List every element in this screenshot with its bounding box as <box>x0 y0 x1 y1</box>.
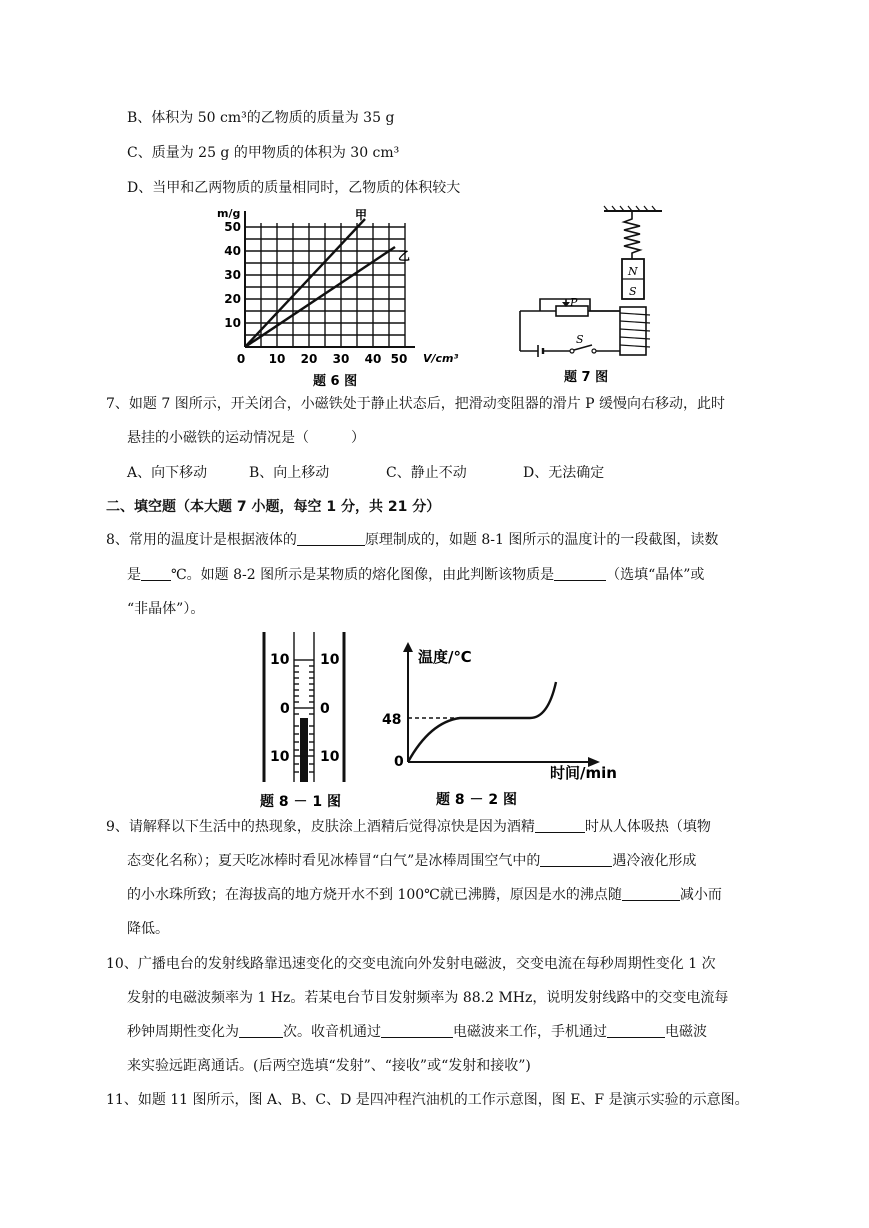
fig6-xlabel: V/cm³ <box>423 352 459 365</box>
q10-text: 电磁波来工作，手机通过 <box>453 1024 607 1040</box>
spring <box>624 211 640 259</box>
fig6-xtick: 10 <box>268 352 286 366</box>
section-heading: 二、填空题（本大题 7 小题，每空 1 分，共 21 分） <box>106 499 441 515</box>
line-jia <box>245 219 365 347</box>
answer-blank[interactable] <box>239 1023 283 1038</box>
answer-blank[interactable] <box>141 566 171 581</box>
fig6-ylabel: m/g <box>217 207 241 220</box>
figure-6-graph <box>215 205 459 390</box>
option-b: B、体积为 50 cm³的乙物质的质量为 35 g <box>127 110 395 126</box>
q7-line2: 悬挂的小磁铁的运动情况是（ ） <box>127 430 365 446</box>
q9-line1 <box>106 817 711 837</box>
q8-line2 <box>127 565 704 585</box>
q9-line4: 降低。 <box>127 921 169 937</box>
q10-line3 <box>127 1022 707 1042</box>
thermo-label: 0 <box>280 701 290 717</box>
q11-line1: 11、如题 11 图所示，图 A、B、C、D 是四冲程汽油机的工作示意图，图 E、F 是演示实验的示意图。 <box>106 1092 749 1108</box>
q9-text: 9、请解释以下生活中的热现象，皮肤涂上酒精后觉得凉快是因为酒精 <box>106 819 535 835</box>
q7-option-a: A、向下移动 <box>127 465 208 481</box>
q10-text: 次。收音机通过 <box>283 1024 381 1040</box>
answer-blank[interactable] <box>540 852 612 867</box>
q7-line1: 7、如题 7 图所示，开关闭合，小磁铁处于静止状态后，把滑动变阻器的滑片 P 缓慢向右移动，此时 <box>106 396 726 412</box>
answer-blank[interactable] <box>381 1023 453 1038</box>
liquid-column <box>300 718 308 782</box>
fig6-ytick: 20 <box>224 292 241 306</box>
fig6-jia-label: 甲 <box>355 208 368 222</box>
answer-blank[interactable] <box>297 531 365 546</box>
fig6-ytick: 40 <box>224 244 241 258</box>
thermo-label: 10 <box>270 749 290 765</box>
q9-line3 <box>127 885 722 905</box>
q9-text: 态变化名称）；夏天吃冰棒时看见冰棒冒“白气”是冰棒周围空气中的 <box>127 853 541 869</box>
thermo-label: 10 <box>270 652 290 668</box>
fig6-xtick: 30 <box>332 352 350 366</box>
q8-text: 是 <box>127 567 141 583</box>
q8-text: 原理制成的，如题 8-1 图所示的温度计的一段截图，读数 <box>364 532 719 548</box>
q7-option-d: D、无法确定 <box>523 465 605 481</box>
q10-line4: 来实验远距离通话。(后两空选填“发射”、“接收”或“发射和接收”) <box>127 1058 531 1074</box>
fig6-xtick: 40 <box>364 352 382 366</box>
fig82-caption: 题 8 － 2 图 <box>436 792 517 808</box>
q7-option-b: B、向上移动 <box>249 465 330 481</box>
thermo-label: 10 <box>320 749 340 765</box>
fig6-caption: 题 6 图 <box>313 374 358 389</box>
q8-text: 8、常用的温度计是根据液体的 <box>106 532 297 548</box>
answer-blank[interactable] <box>622 886 680 901</box>
fig6-xtick: 50 <box>390 352 408 366</box>
fig81-caption: 题 8 － 1 图 <box>260 794 341 810</box>
fig6-xtick: 20 <box>300 352 318 366</box>
fig82-ylabel: 温度/℃ <box>418 648 472 666</box>
melting-curve <box>408 682 556 762</box>
answer-blank[interactable] <box>554 566 606 581</box>
magnet-s: S <box>629 285 637 298</box>
q8-text: （选填“晶体”或 <box>606 567 705 583</box>
thermo-label: 10 <box>320 652 340 668</box>
figure-8-2-melting-graph <box>382 640 650 810</box>
q10-line2: 发射的电磁波频率为 1 Hz。若某电台节目发射频率为 88.2 MHz，说明发射线路中的交变电流每 <box>127 990 729 1006</box>
switch-label: S <box>576 333 584 346</box>
q8-line3: “非晶体”）。 <box>127 601 205 617</box>
fig82-origin: 0 <box>394 754 404 770</box>
q10-line1: 10、广播电台的发射线路靠迅速变化的交变电流向外发射电磁波，交变电流在每秒周期性变化 1 次 <box>106 956 716 972</box>
answer-blank[interactable] <box>535 818 585 833</box>
q7-option-c: C、静止不动 <box>386 465 467 481</box>
q9-line2 <box>127 851 696 871</box>
fig6-ytick: 30 <box>224 268 241 282</box>
q8-text: ℃。如题 8-2 图所示是某物质的熔化图像，由此判断该物质是 <box>171 567 555 583</box>
q9-text: 遇冷液化形成 <box>612 853 697 869</box>
fig6-ytick: 50 <box>224 220 241 234</box>
figure-7-circuit <box>512 205 662 385</box>
slider-label: P <box>570 296 578 309</box>
q9-text: 减小而 <box>679 887 722 903</box>
fig82-xlabel: 时间/min <box>550 764 617 782</box>
fig6-yi-label: 乙 <box>398 249 411 263</box>
fig82-y48: 48 <box>382 712 402 728</box>
answer-blank[interactable] <box>607 1023 665 1038</box>
option-c: C、质量为 25 g 的甲物质的体积为 30 cm³ <box>127 145 400 161</box>
q10-text: 秒钟周期性变化为 <box>127 1024 239 1040</box>
thermo-label: 0 <box>320 701 330 717</box>
magnet-n: N <box>628 265 638 278</box>
q9-text: 时从人体吸热（填物 <box>584 819 711 835</box>
fig6-ytick: 10 <box>224 316 241 330</box>
fig6-xtick: 0 <box>236 352 246 366</box>
q10-text: 电磁波 <box>665 1024 707 1040</box>
option-d: D、当甲和乙两物质的质量相同时，乙物质的体积较大 <box>127 180 461 196</box>
q8-line1 <box>106 530 718 550</box>
fig7-caption: 题 7 图 <box>564 370 609 385</box>
q9-text: 的小水珠所致；在海拔高的地方烧开水不到 100℃就已沸腾，原因是水的沸点随 <box>127 887 622 903</box>
figure-8-1-thermometer <box>258 630 368 810</box>
